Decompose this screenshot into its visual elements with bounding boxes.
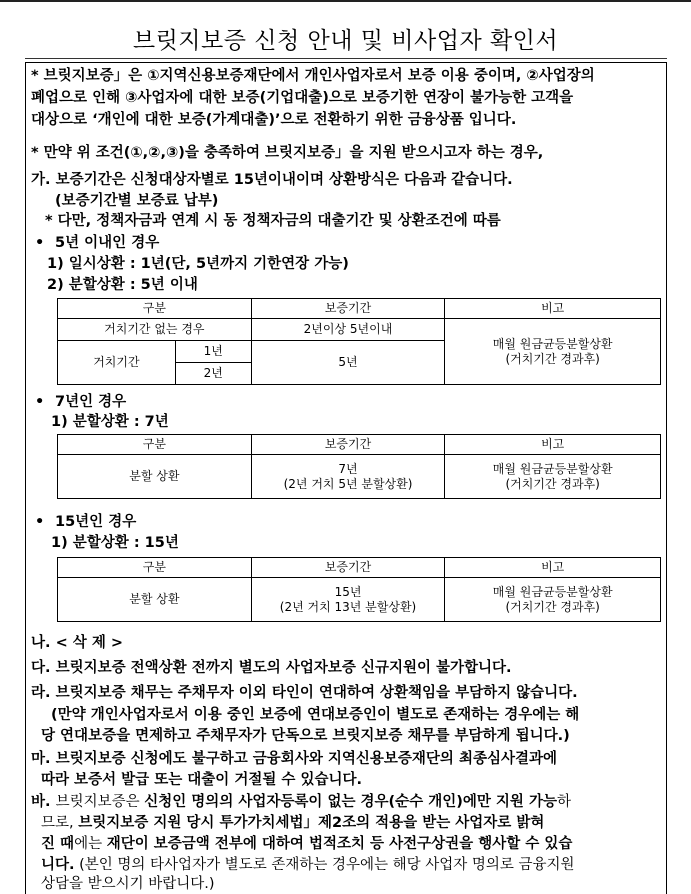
- intro-line-3: 대상으로 ‘개인에 대한 보증(가계대출)’으로 전환하기 위한 금융상품 입니다.: [31, 112, 517, 128]
- period-line-2: (2년 거치 13년 분할상환): [279, 599, 417, 614]
- section-ma-line-2: 따라 보증서 발급 또는 대출이 거절될 수 있습니다.: [41, 772, 362, 788]
- table-row: [58, 319, 661, 341]
- note-line-2: (거치기간 경과후): [505, 476, 600, 491]
- section-na: 나. < 삭 제 >: [31, 635, 124, 651]
- ba-text: (본인 명의 타사업자가 별도로 존재하는 경우에는 해당 사업자 명의로 금융지원: [74, 857, 575, 873]
- sec15-item-1: 1) 분할상환 : 15년: [51, 535, 179, 551]
- header-type: 구분: [58, 558, 252, 578]
- cell-type: 거치기간 없는 경우: [58, 319, 252, 341]
- section-ra-line-2: (만약 개인사업자로서 이용 중인 보증에 연대보증인이 별도로 존재하는 경우에는 해: [51, 707, 580, 723]
- ba-text: 하: [557, 794, 572, 810]
- intro-line-2: 폐업으로 인해 ③사업자에 대한 보증(기업대출)으로 보증기한 연장이 불가능한 고객을: [31, 90, 574, 106]
- header-note: 비고: [445, 299, 661, 319]
- header-period: 보증기간: [251, 435, 445, 455]
- header-note: 비고: [445, 435, 661, 455]
- note-line-1: 매월 원금균등분할상환: [492, 584, 613, 599]
- sec5-heading: 5년 이내인 경우: [55, 235, 160, 251]
- note-line-2: (거치기간 경과후): [505, 351, 600, 366]
- top-border-line: [0, 0, 691, 2]
- ba-text-bold: 신청인 명의의 사업자등록이 없는 경우(순수 개인)에만 지원 가능: [144, 794, 558, 810]
- cell-sub: 1년: [175, 341, 251, 363]
- section-ba-line-5: 상담을 받으시기 바랍니다.): [41, 876, 215, 892]
- cell-period: 5년: [251, 341, 445, 385]
- section-ga-line-1: 가. 보증기간은 신청대상자별로 15년이내이며 상환방식은 다음과 같습니다.: [31, 172, 513, 188]
- period-line-1: 7년: [338, 461, 358, 476]
- ba-text: 므로,: [41, 815, 79, 831]
- header-note: 비고: [445, 558, 661, 578]
- ba-text-bold: 니다.: [41, 857, 75, 873]
- cell-note: [445, 455, 661, 499]
- bullet-icon: •: [35, 235, 45, 251]
- ba-label: 바.: [31, 794, 56, 810]
- section-ma-line-1: 마. 브릿지보증 신청에도 불구하고 금융회사와 지역신용보증재단의 최종심사결과에: [31, 751, 558, 767]
- ba-text-bold: 브릿지보증 지원 당시 투가가치세법」제2조의 적용을 받는 사업자로 밝혀: [78, 815, 545, 831]
- document-title: 브릿지보증 신청 안내 및 비사업자 확인서: [132, 28, 559, 54]
- period-line-1: 15년: [334, 584, 362, 599]
- section-ga-line-2: (보증기간별 보증료 납부): [55, 193, 219, 209]
- section-da: 다. 브릿지보증 전액상환 전까지 별도의 사업자보증 신규지원이 불가합니다.: [31, 660, 512, 676]
- sec5-item-2: 2) 분할상환 : 5년 이내: [47, 277, 198, 293]
- table-header-row: [58, 299, 661, 319]
- cell-period: 2년이상 5년이내: [251, 319, 445, 341]
- cell-type: 분할 상환: [58, 455, 252, 499]
- intro-line-1: * 브릿지보증」은 ①지역신용보증재단에서 개인사업자로서 보증 이용 중이며, ②사업장의: [31, 68, 595, 84]
- header-period: 보증기간: [251, 558, 445, 578]
- ba-text-bold: 진 때: [41, 836, 75, 852]
- note-line-1: 매월 원금균등분할상환: [492, 336, 613, 351]
- table-header-row: [58, 435, 661, 455]
- ba-text: 에는: [74, 836, 107, 852]
- bullet-icon: •: [35, 514, 45, 530]
- table-header-row: [58, 558, 661, 578]
- section-ra-line-3: 당 연대보증을 면제하고 주채무자가 단독으로 브릿지보증 채무를 부담하게 됩니다.): [41, 728, 570, 744]
- period-line-2: (2년 거치 5년 분할상환): [283, 476, 413, 491]
- cell-type: 거치기간: [58, 341, 176, 385]
- header-period: 보증기간: [251, 299, 445, 319]
- header-type: 구분: [58, 435, 252, 455]
- section-ba-line-3: [41, 834, 572, 854]
- sec15-table: [57, 557, 661, 622]
- sec7-heading: 7년인 경우: [55, 394, 127, 410]
- cell-period: [251, 455, 445, 499]
- condition-note: * 만약 위 조건(①,②,③)을 충족하여 브릿지보증」을 지원 받으시고자 하는 경우,: [31, 145, 544, 161]
- cell-period: [251, 578, 445, 622]
- title-underline: [25, 58, 667, 59]
- header-type: 구분: [58, 299, 252, 319]
- sec7-table: [57, 434, 661, 499]
- section-ra-line-1: 라. 브릿지보증 채무는 주채무자 이외 타인이 연대하여 상환책임을 부담하지 않습니다.: [31, 685, 578, 701]
- sec15-heading: 15년인 경우: [55, 514, 137, 530]
- section-ba-line-4: [41, 855, 575, 875]
- bullet-icon: •: [35, 394, 45, 410]
- ba-text: 브릿지보증은: [55, 794, 145, 810]
- sec5-item-1: 1) 일시상환 : 1년(단, 5년까지 기한연장 가능): [47, 256, 349, 272]
- table-row: [58, 578, 661, 622]
- cell-sub: 2년: [175, 363, 251, 385]
- cell-note: [445, 578, 661, 622]
- sec5-table: [57, 298, 661, 385]
- ba-text-bold: 재단이 보증금액 전부에 대하여 법적조치 등 사전구상권을 행사할 수 있습: [106, 836, 573, 852]
- cell-note: [445, 319, 661, 385]
- note-line-2: (거치기간 경과후): [505, 599, 600, 614]
- sec7-item-1: 1) 분할상환 : 7년: [51, 414, 169, 430]
- table-row: [58, 455, 661, 499]
- cell-type: 분할 상환: [58, 578, 252, 622]
- section-ga-note: * 다만, 정책자금과 연계 시 동 정책자금의 대출기간 및 상환조건에 따름: [45, 213, 501, 229]
- section-ba-line-2: [41, 813, 544, 833]
- note-line-1: 매월 원금균등분할상환: [492, 461, 613, 476]
- section-ba-line-1: [31, 792, 571, 812]
